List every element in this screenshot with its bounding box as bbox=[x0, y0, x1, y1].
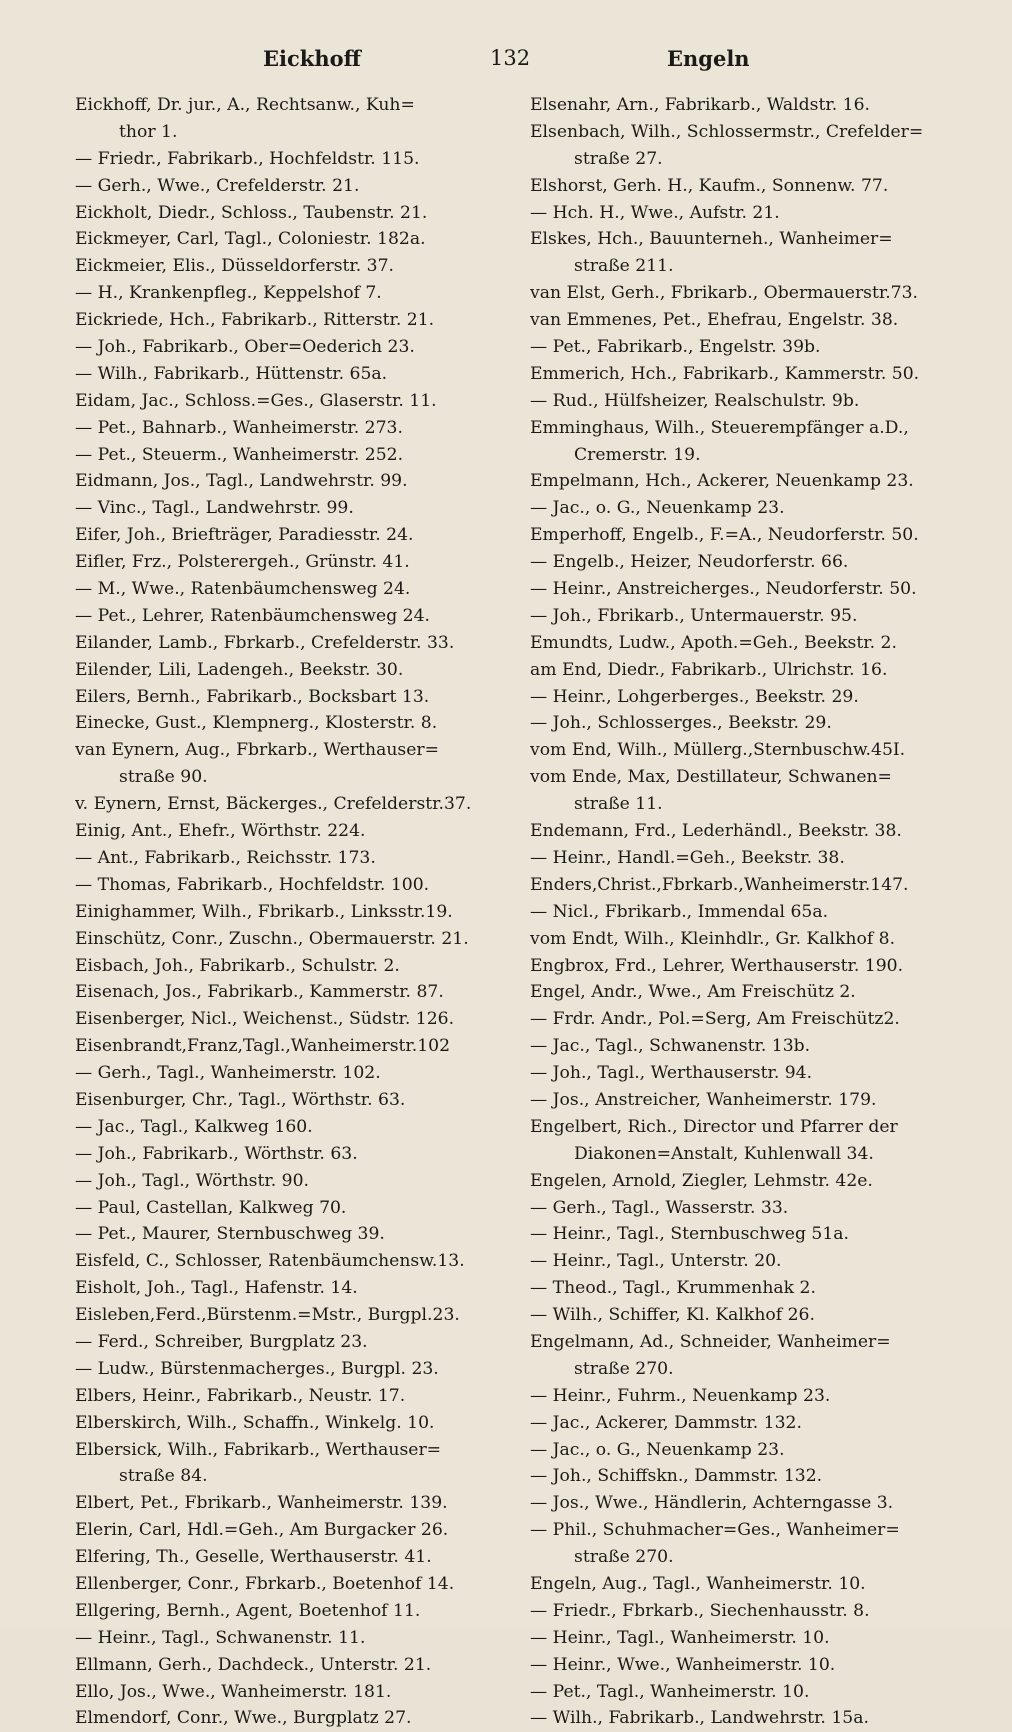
directory-entry-line: — Jos., Wwe., Händlerin, Achterngasse 3. bbox=[530, 1493, 894, 1514]
directory-entry-line: — Rud., Hülfsheizer, Realschulstr. 9b. bbox=[530, 390, 860, 411]
directory-entry-line: Elbert, Pet., Fbrikarb., Wanheimerstr. 139. bbox=[75, 1493, 448, 1514]
directory-entry-line: — Friedr., Fabrikarb., Hochfeldstr. 115. bbox=[75, 148, 420, 169]
directory-entry-line: Emundts, Ludw., Apoth.=Geh., Beekstr. 2. bbox=[530, 632, 897, 653]
directory-entry-line: — Pet., Tagl., Wanheimerstr. 10. bbox=[530, 1681, 810, 1702]
directory-entry-line: Eickmeyer, Carl, Tagl., Coloniestr. 182a. bbox=[75, 229, 426, 250]
directory-entry-line: Ellgering, Bernh., Agent, Boetenhof 11. bbox=[75, 1600, 421, 1621]
directory-entry-line: vom Ende, Max, Destillateur, Schwanen= bbox=[530, 767, 892, 788]
directory-entry-line: Eidmann, Jos., Tagl., Landwehrstr. 99. bbox=[75, 471, 408, 492]
directory-entry-line: — Heinr., Tagl., Schwanenstr. 11. bbox=[75, 1627, 366, 1648]
directory-entry-line: — Vinc., Tagl., Landwehrstr. 99. bbox=[75, 498, 354, 519]
directory-entry-line: straße 270. bbox=[574, 1547, 674, 1568]
directory-entry-line: straße 90. bbox=[119, 767, 208, 788]
directory-entry-line: straße 211. bbox=[574, 256, 674, 277]
directory-entry-line: — Thomas, Fabrikarb., Hochfeldstr. 100. bbox=[75, 874, 430, 895]
directory-entry-line: — Heinr., Fuhrm., Neuenkamp 23. bbox=[530, 1385, 831, 1406]
directory-entry-line: Emmerich, Hch., Fabrikarb., Kammerstr. 50. bbox=[530, 363, 920, 384]
directory-entry-line: straße 27. bbox=[574, 148, 663, 169]
directory-entry-line: — Phil., Schuhmacher=Ges., Wanheimer= bbox=[530, 1520, 900, 1541]
directory-entry-line: — Pet., Lehrer, Ratenbäumchensweg 24. bbox=[75, 605, 430, 626]
directory-entry-line: Elbers, Heinr., Fabrikarb., Neustr. 17. bbox=[75, 1385, 406, 1406]
directory-entry-line: Eisleben,Ferd.,Bürstenm.=Mstr., Burgpl.23. bbox=[75, 1305, 460, 1326]
directory-entry-line: — Gerh., Wwe., Crefelderstr. 21. bbox=[75, 175, 360, 196]
directory-entry-line: Elskes, Hch., Bauunterneh., Wanheimer= bbox=[530, 229, 893, 250]
directory-entry-line: Eickmeier, Elis., Düsseldorferstr. 37. bbox=[75, 256, 395, 277]
directory-entry-line: Engel, Andr., Wwe., Am Freischütz 2. bbox=[530, 982, 856, 1003]
directory-entry-line: Eidam, Jac., Schloss.=Ges., Glaserstr. 11. bbox=[75, 390, 437, 411]
directory-entry-line: — M., Wwe., Ratenbäumchensweg 24. bbox=[75, 579, 411, 600]
directory-entry-line: — Joh., Fabrikarb., Ober=Oederich 23. bbox=[75, 337, 415, 358]
directory-entry-line: Empelmann, Hch., Ackerer, Neuenkamp 23. bbox=[530, 471, 914, 492]
directory-entry-line: Eisholt, Joh., Tagl., Hafenstr. 14. bbox=[75, 1278, 358, 1299]
directory-entry-line: Elsenahr, Arn., Fabrikarb., Waldstr. 16. bbox=[530, 95, 870, 115]
directory-entry-line: Elerin, Carl, Hdl.=Geh., Am Burgacker 26. bbox=[75, 1520, 449, 1541]
directory-entry-line: Eickriede, Hch., Fabrikarb., Ritterstr. 21. bbox=[75, 310, 435, 331]
directory-entry-line: — Heinr., Handl.=Geh., Beekstr. 38. bbox=[530, 847, 845, 868]
directory-entry-line: Eilender, Lili, Ladengeh., Beekstr. 30. bbox=[75, 659, 404, 680]
directory-entry-line: — Wilh., Fabrikarb., Hüttenstr. 65a. bbox=[75, 363, 388, 384]
directory-entry-line: Elbersick, Wilh., Fabrikarb., Werthauser= bbox=[75, 1439, 442, 1460]
directory-entry-line: — Ferd., Schreiber, Burgplatz 23. bbox=[75, 1331, 368, 1352]
directory-entry-line: — Heinr., Anstreicherges., Neudorferstr. 50. bbox=[530, 579, 917, 600]
directory-entry-line: Engelmann, Ad., Schneider, Wanheimer= bbox=[530, 1331, 891, 1352]
directory-entry-line: — Jac., Tagl., Schwanenstr. 13b. bbox=[530, 1036, 811, 1057]
directory-entry-line: Elfering, Th., Geselle, Werthauserstr. 41. bbox=[75, 1547, 432, 1568]
directory-entry-line: — Jac., Ackerer, Dammstr. 132. bbox=[530, 1412, 802, 1433]
directory-entry-line: straße 84. bbox=[119, 1466, 208, 1487]
directory-entry-line: Ellenberger, Conr., Fbrkarb., Boetenhof 14. bbox=[75, 1573, 455, 1594]
directory-entry-line: Eisenberger, Nicl., Weichenst., Südstr. 126. bbox=[75, 1009, 455, 1030]
directory-entry-line: Emminghaus, Wilh., Steuerempfänger a.D., bbox=[530, 417, 909, 438]
directory-entry-line: Eickholt, Diedr., Schloss., Taubenstr. 21. bbox=[75, 202, 428, 223]
directory-entry-line: Engbrox, Frd., Lehrer, Werthauserstr. 190. bbox=[530, 955, 904, 976]
directory-entry-line: Eisbach, Joh., Fabrikarb., Schulstr. 2. bbox=[75, 955, 400, 976]
directory-entry-line: Einig, Ant., Ehefr., Wörthstr. 224. bbox=[75, 821, 366, 842]
directory-entry-line: Eifer, Joh., Briefträger, Paradiesstr. 24. bbox=[75, 525, 414, 546]
directory-entry-line: — Pet., Bahnarb., Wanheimerstr. 273. bbox=[75, 417, 403, 438]
directory-entry-line: Engelen, Arnold, Ziegler, Lehmstr. 42e. bbox=[530, 1170, 873, 1191]
directory-entry-line: — Joh., Fbrikarb., Untermauerstr. 95. bbox=[530, 605, 858, 626]
directory-entry-line: van Eynern, Aug., Fbrkarb., Werthauser= bbox=[75, 740, 440, 761]
directory-entry-line: straße 270. bbox=[574, 1358, 674, 1379]
directory-entry-line: — Nicl., Fbrikarb., Immendal 65a. bbox=[530, 901, 829, 922]
directory-entry-line: — Wilh., Schiffer, Kl. Kalkhof 26. bbox=[530, 1305, 815, 1326]
directory-entry-line: — Frdr. Andr., Pol.=Serg, Am Freischütz2. bbox=[530, 1009, 900, 1030]
directory-entry-line: — Friedr., Fbrkarb., Siechenhausstr. 8. bbox=[530, 1600, 870, 1621]
directory-entry-line: Elberskirch, Wilh., Schaffn., Winkelg. 10. bbox=[75, 1412, 435, 1433]
directory-entry-line: — Heinr., Lohgerberges., Beekstr. 29. bbox=[530, 686, 859, 707]
directory-entry-line: — Pet., Fabrikarb., Engelstr. 39b. bbox=[530, 337, 821, 358]
directory-entry-line: Engelbert, Rich., Director und Pfarrer der bbox=[530, 1116, 898, 1137]
directory-entry-line: van Elst, Gerh., Fbrikarb., Obermauerstr.73. bbox=[530, 283, 919, 304]
directory-entry-line: Elmendorf, Conr., Wwe., Burgplatz 27. bbox=[75, 1708, 412, 1729]
directory-entry-line: vom Endt, Wilh., Kleinhdlr., Gr. Kalkhof 8. bbox=[530, 928, 896, 949]
directory-entry-line: vom End, Wilh., Müllerg.,Sternbuschw.45I. bbox=[530, 740, 906, 761]
directory-entry-line: Eisenach, Jos., Fabrikarb., Kammerstr. 87. bbox=[75, 982, 444, 1003]
directory-entry-line: Eifler, Frz., Polsterergeh., Grünstr. 41. bbox=[75, 552, 410, 573]
directory-entry-line: Eisenburger, Chr., Tagl., Wörthstr. 63. bbox=[75, 1089, 406, 1110]
directory-entry-line: v. Eynern, Ernst, Bäckerges., Crefelderstr.37. bbox=[75, 794, 472, 815]
directory-entry-line: thor 1. bbox=[119, 121, 178, 142]
directory-entry-line: — Pet., Maurer, Sternbuschweg 39. bbox=[75, 1224, 385, 1245]
directory-entry-line: am End, Diedr., Fabrikarb., Ulrichstr. 16. bbox=[530, 659, 888, 680]
directory-entry-line: Elsenbach, Wilh., Schlossermstr., Crefelder= bbox=[530, 121, 924, 142]
directory-entry-line: — Theod., Tagl., Krummenhak 2. bbox=[530, 1278, 816, 1299]
directory-entry-line: — Gerh., Tagl., Wanheimerstr. 102. bbox=[75, 1063, 381, 1084]
directory-entry-line: Diakonen=Anstalt, Kuhlenwall 34. bbox=[574, 1143, 874, 1164]
directory-entry-line: — Jac., o. G., Neuenkamp 23. bbox=[530, 498, 785, 519]
directory-entry-line: Cremerstr. 19. bbox=[574, 444, 701, 465]
directory-entry-line: Eilers, Bernh., Fabrikarb., Bocksbart 13. bbox=[75, 686, 430, 707]
directory-entry-line: — Ludw., Bürstenmacherges., Burgpl. 23. bbox=[75, 1358, 439, 1379]
directory-entry-line: Eisenbrandt,Franz,Tagl.,Wanheimerstr.102 bbox=[75, 1036, 451, 1057]
directory-entry-line: — Jos., Anstreicher, Wanheimerstr. 179. bbox=[530, 1089, 877, 1110]
directory-entry-line: van Emmenes, Pet., Ehefrau, Engelstr. 38. bbox=[530, 310, 899, 331]
directory-entry-line: — Joh., Schiffskn., Dammstr. 132. bbox=[530, 1466, 823, 1487]
directory-entry-line: — Joh., Tagl., Wörthstr. 90. bbox=[75, 1170, 309, 1191]
header-left-keyword: Eickhoff bbox=[263, 46, 361, 71]
directory-entry-line: Einecke, Gust., Klempnerg., Klosterstr. 8. bbox=[75, 713, 438, 734]
directory-entry-line: — Heinr., Tagl., Sternbuschweg 51a. bbox=[530, 1224, 850, 1245]
directory-entry-line: — Paul, Castellan, Kalkweg 70. bbox=[75, 1197, 347, 1218]
right-column bbox=[530, 92, 975, 1732]
directory-entry-line: — Heinr., Wwe., Wanheimerstr. 10. bbox=[530, 1654, 836, 1675]
directory-entry-line: — Heinr., Tagl., Wanheimerstr. 10. bbox=[530, 1627, 830, 1648]
directory-entry-line: Einschütz, Conr., Zuschn., Obermauerstr. 21. bbox=[75, 928, 469, 949]
directory-entry-line: — Wilh., Fabrikarb., Landwehrstr. 15a. bbox=[530, 1708, 869, 1729]
directory-entry-line: — H., Krankenpfleg., Keppelshof 7. bbox=[75, 283, 382, 304]
directory-entry-line: straße 11. bbox=[574, 794, 663, 815]
directory-entry-line: Eickhoff, Dr. jur., A., Rechtsanw., Kuh= bbox=[75, 95, 415, 115]
directory-entry-line: — Joh., Fabrikarb., Wörthstr. 63. bbox=[75, 1143, 358, 1164]
directory-entry-line: Endemann, Frd., Lederhändl., Beekstr. 38. bbox=[530, 821, 902, 842]
directory-entry-line: Emperhoff, Engelb., F.=A., Neudorferstr. 50. bbox=[530, 525, 919, 546]
directory-entry-line: — Joh., Tagl., Werthauserstr. 94. bbox=[530, 1063, 813, 1084]
directory-entry-line: — Hch. H., Wwe., Aufstr. 21. bbox=[530, 202, 780, 223]
directory-entry-line: Einighammer, Wilh., Fbrikarb., Linksstr.19. bbox=[75, 901, 453, 922]
page-number: 132 bbox=[490, 46, 531, 70]
directory-entry-line: — Joh., Schlosserges., Beekstr. 29. bbox=[530, 713, 832, 734]
directory-entry-line: — Heinr., Tagl., Unterstr. 20. bbox=[530, 1251, 782, 1272]
directory-entry-line: Ello, Jos., Wwe., Wanheimerstr. 181. bbox=[75, 1681, 392, 1702]
directory-entry-line: Engeln, Aug., Tagl., Wanheimerstr. 10. bbox=[530, 1573, 866, 1594]
directory-entry-line: Enders,Christ.,Fbrkarb.,Wanheimerstr.147. bbox=[530, 874, 909, 895]
left-column bbox=[75, 92, 507, 1732]
directory-entry-line: — Engelb., Heizer, Neudorferstr. 66. bbox=[530, 552, 849, 573]
header-right-keyword: Engeln bbox=[667, 46, 750, 71]
directory-entry-line: — Jac., Tagl., Kalkweg 160. bbox=[75, 1116, 313, 1137]
directory-entry-line: Ellmann, Gerh., Dachdeck., Unterstr. 21. bbox=[75, 1654, 432, 1675]
directory-entry-line: Eilander, Lamb., Fbrkarb., Crefelderstr. 33. bbox=[75, 632, 455, 653]
directory-entry-line: Elshorst, Gerh. H., Kaufm., Sonnenw. 77. bbox=[530, 175, 889, 196]
directory-entry-line: Eisfeld, C., Schlosser, Ratenbäumchensw.13. bbox=[75, 1251, 465, 1272]
page-header bbox=[75, 46, 975, 80]
directory-entry-line: — Jac., o. G., Neuenkamp 23. bbox=[530, 1439, 785, 1460]
directory-entry-line: — Gerh., Tagl., Wasserstr. 33. bbox=[530, 1197, 789, 1218]
directory-entry-line: — Ant., Fabrikarb., Reichsstr. 173. bbox=[75, 847, 376, 868]
directory-entry-line: — Pet., Steuerm., Wanheimerstr. 252. bbox=[75, 444, 404, 465]
